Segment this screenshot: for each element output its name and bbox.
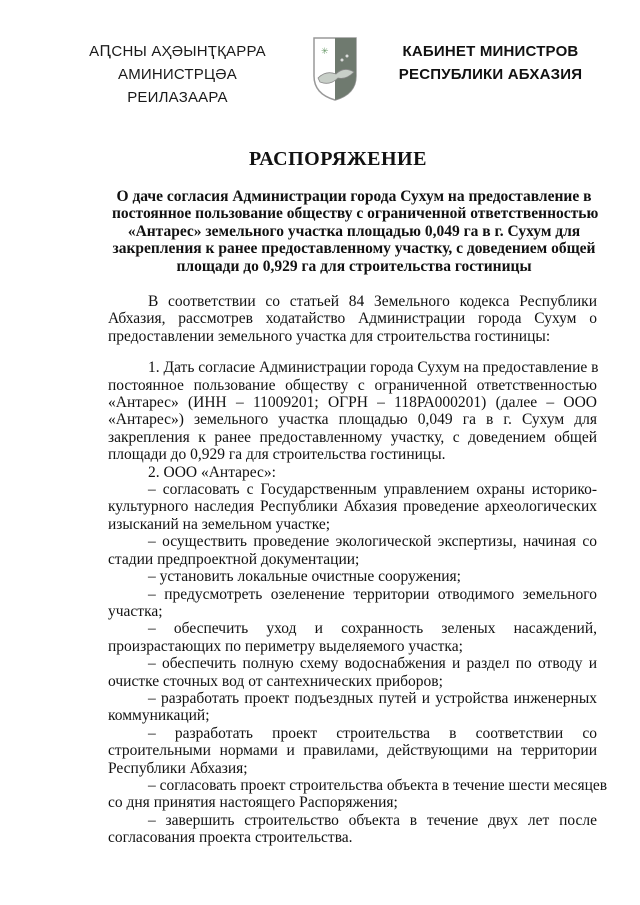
text-line: постоянное пользование обществу с ограниченной ответственностью — [108, 376, 597, 394]
text-line: – предусмотреть озеленение территории отводимого земельного — [148, 585, 597, 603]
list-item — [108, 655, 597, 690]
list-item — [108, 620, 597, 655]
header-right-line: КАБИНЕТ МИНИСТРОВ — [402, 43, 579, 60]
text-line: Абхазия, рассмотрев ходатайство Администрации города Сухум о — [108, 310, 597, 328]
text-line: «Антарес» (ИНН – 11009201; ОГРН – 118РА000201) (далее – ООО — [108, 394, 597, 412]
heading-line: закрепления к ранее предоставленному участку, с доведением общей — [112, 240, 596, 258]
text-line: участка; — [108, 602, 163, 620]
header-abkhaz — [70, 40, 285, 109]
header-right-line: РЕСПУБЛИКИ АБХАЗИЯ — [398, 66, 583, 83]
list-item — [108, 812, 597, 847]
document-title: РАСПОРЯЖЕНИЕ — [249, 148, 427, 170]
text-line: площади до 0,929 га для строительства гостиницы. — [108, 446, 446, 464]
item-1-paragraph — [108, 359, 597, 463]
text-line: стадии предпроектной документации; — [108, 550, 360, 568]
list-item — [108, 568, 597, 585]
list-item — [108, 690, 597, 725]
text-line: – обеспечить полную схему водоснабжения и раздел по отводу и — [148, 655, 597, 673]
text-line: «Антарес») земельного участка площадью 0,049 га в г. Сухум для — [108, 411, 597, 429]
text-line: – завершить строительство объекта в течение двух лет после — [148, 811, 597, 829]
text-line: Республики Абхазия; — [108, 759, 248, 777]
heading-line: площади до 0,929 га для строительства гостиницы — [176, 257, 532, 275]
text-line: предоставлении земельного участка для строительства гостиницы: — [108, 327, 551, 345]
item-2-title: 2. ООО «Антарес»: — [148, 463, 276, 481]
text-line: – согласовать проект строительства объекта в течение шести месяцев — [148, 776, 608, 794]
document-heading — [112, 188, 599, 275]
text-line: коммуникаций; — [108, 707, 210, 725]
heading-line: О даче согласия Администрации города Сухум на предоставление в — [116, 188, 592, 205]
text-line: – разработать проект строительства в соответствии со — [148, 724, 597, 742]
text-line: – установить локальные очистные сооружения; — [148, 568, 461, 586]
text-line: – осуществить проведение экологической экспертизы, начиная со — [148, 533, 597, 551]
header-russian — [378, 40, 603, 86]
text-line: – согласовать с Государственным управлением охраны историко- — [148, 481, 597, 499]
text-line: – обеспечить уход и сохранность зеленых насаждений, — [148, 620, 597, 638]
coat-of-arms-emblem — [312, 36, 358, 102]
text-line: – разработать проект подъездных путей и устройства инженерных — [148, 689, 597, 707]
text-line: очистке сточных вод от сантехнических приборов; — [108, 672, 443, 690]
svg-text:✳: ✳ — [321, 47, 329, 57]
text-line: закрепления к ранее предоставленному участку, с доведением общей — [108, 428, 597, 446]
text-line: В соответствии со статьей 84 Земельного кодекса Республики — [148, 293, 597, 310]
list-item — [108, 481, 597, 533]
text-line: согласования проекта строительства. — [108, 829, 353, 847]
header-left-line: АԤСНЫ АҲӘЫНҬҚАРРА — [89, 43, 266, 60]
list-item — [108, 586, 597, 621]
text-line: строительными нормами и правилами, действующими на территории — [108, 742, 597, 760]
text-line: изысканий на земельном участке; — [108, 515, 331, 533]
list-item — [108, 725, 597, 777]
list-item — [108, 533, 597, 568]
preamble-paragraph — [108, 293, 597, 345]
item-2-points — [108, 481, 608, 847]
heading-line: «Антарес» земельного участка площадью 0,049 га в г. Сухум для — [127, 222, 581, 240]
heading-line: постоянное пользование обществу с ограниченной ответственностью — [112, 205, 599, 223]
text-line: произрастающих по периметру выделяемого участка; — [108, 637, 463, 655]
text-line: 1. Дать согласие Администрации города Сухум на предоставление в — [148, 359, 599, 377]
text-line: со дня принятия настоящего Распоряжения; — [108, 794, 398, 812]
header-left-line: АМИНИСТРЦӘА РЕИЛАЗААРА — [118, 66, 237, 106]
document-body — [108, 293, 608, 847]
list-item — [108, 776, 608, 812]
text-line: культурного наследия Республики Абхазия проведение археологических — [108, 498, 597, 516]
